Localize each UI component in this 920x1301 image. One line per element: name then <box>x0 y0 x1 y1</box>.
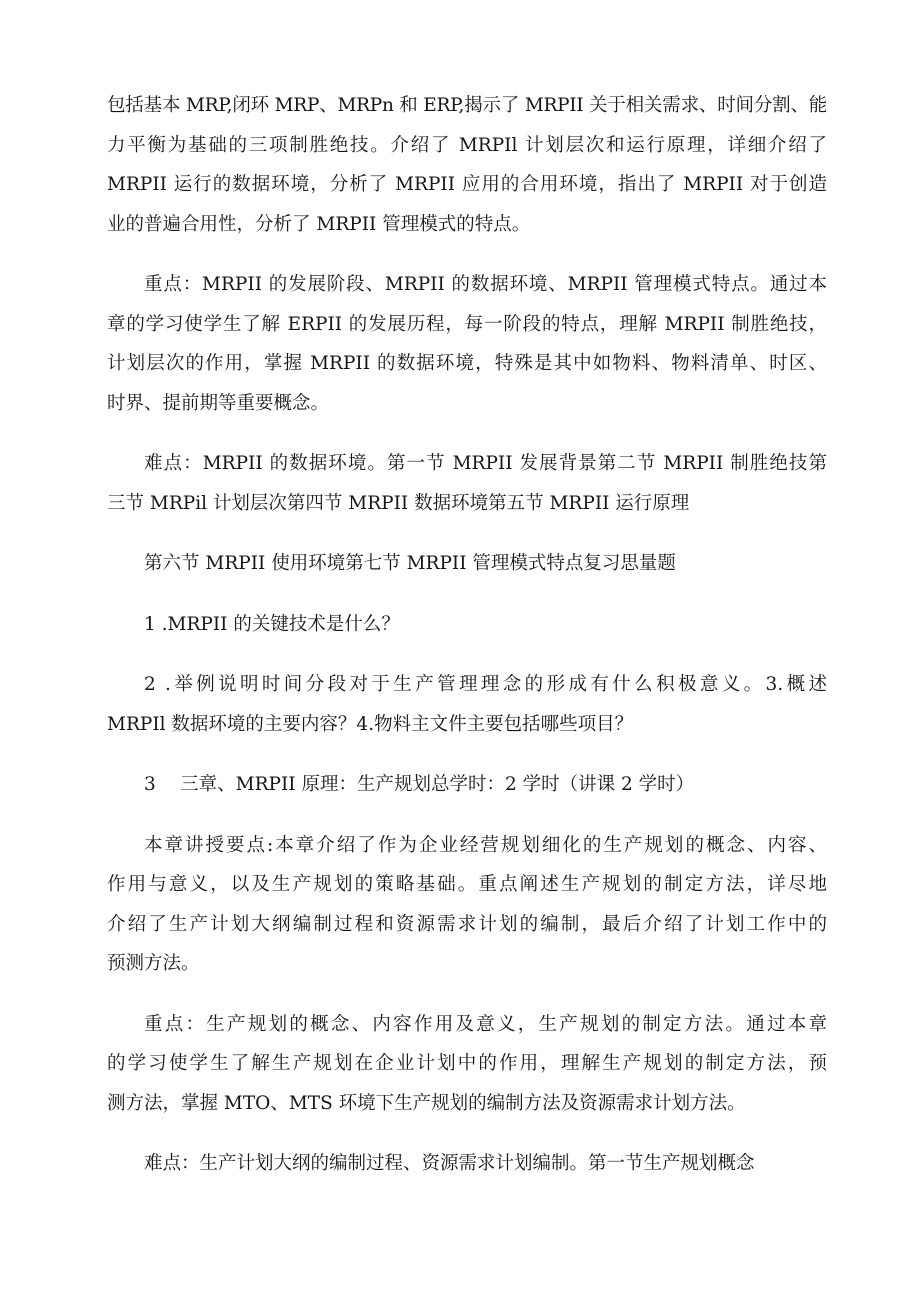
paragraph-difficulties-ch2 <box>107 444 827 523</box>
text-line: 预测方法。 <box>107 953 200 974</box>
text-line: 时界、提前期等重要概念。 <box>107 392 330 414</box>
text-line: 重点：生产规划的概念、内容作用及意义，生产规划的制定方法。通过本章 <box>144 1013 827 1035</box>
paragraph-key-points-ch2 <box>107 265 827 423</box>
text-line: 的学习使学生了解生产规划在企业计划中的作用，理解生产规划的制定方法，预 <box>107 1053 827 1074</box>
document-body <box>107 86 827 1205</box>
text-line: 包括基本 MRP,闭环 MRP、MRPn 和 ERP,揭示了 MRPII 关于相关需求、时间分割、能 <box>107 95 827 116</box>
text-line: MRPII 运行的数据环境，分析了 MRPII 应用的合用环境，指出了 MRPII 对于创造 <box>107 174 827 195</box>
paragraph-chapter-3-summary <box>107 826 827 984</box>
text-line: 重点：MRPII 的发展阶段、MRPII 的数据环境、MRPII 管理模式特点。通过本 <box>144 274 827 295</box>
text-line: 2 .举例说明时间分段对于生产管理理念的形成有什么积极意义。3.概述 <box>144 674 827 695</box>
paragraph-key-points-ch3 <box>107 1005 827 1124</box>
text-line: 难点：MRPII 的数据环境。第一节 MRPII 发展背景第二节 MRPII 制胜绝技第 <box>144 453 827 474</box>
paragraph-question-1 <box>107 605 827 645</box>
text-line: 力平衡为基础的三项制胜绝技。介绍了 MRPIl 计划层次和运行原理，详细介绍了 <box>107 134 827 156</box>
text-line: 介绍了生产计划大纲编制过程和资源需求计划的编制，最后介绍了计划工作中的 <box>107 913 827 935</box>
text-line: 三节 MRPil 计划层次第四节 MRPII 数据环境第五节 MRPII 运行原理 <box>107 492 690 514</box>
text-line: 计划层次的作用，掌握 MRPII 的数据环境，特殊是其中如物料、物料清单、时区、 <box>107 353 827 374</box>
text-line: 1 .MRPII 的关键技术是什么？ <box>144 613 400 635</box>
text-line: 3 三章、MRPII 原理：生产规划总学时：2 学时（讲课 2 学时） <box>144 774 695 795</box>
paragraph-question-2 <box>107 665 827 744</box>
paragraph-difficulties-ch3 <box>107 1144 827 1184</box>
text-line: 测方法，掌握 MTO、MTS 环境下生产规划的编制方法及资源需求计划方法。 <box>107 1092 746 1114</box>
text-line: 作用与意义，以及生产规划的策略基础。重点阐述生产规划的制定方法，详尽地 <box>107 874 827 895</box>
text-line: 本章讲授要点:本章介绍了作为企业经营规划细化的生产规划的概念、内容、 <box>144 834 827 856</box>
text-line: MRPIl 数据环境的主要内容？4.物料主文件主要包括哪些项目？ <box>107 713 634 735</box>
text-line: 第六节 MRPII 使用环境第七节 MRPII 管理模式特点复习思量题 <box>144 553 676 574</box>
text-line: 业的普遍合用性，分析了 MRPII 管理模式的特点。 <box>107 213 531 235</box>
paragraph-sections-ch2 <box>107 544 827 584</box>
paragraph-intro-continued <box>107 86 827 244</box>
text-line: 章的学习使学生了解 ERPII 的发展历程，每一阶段的特点，理解 MRPII 制胜绝技， <box>107 313 827 335</box>
text-line: 难点：生产计划大纲的编制过程、资源需求计划编制。第一节生产规划概念 <box>144 1153 755 1174</box>
paragraph-chapter-3-heading <box>107 765 827 805</box>
